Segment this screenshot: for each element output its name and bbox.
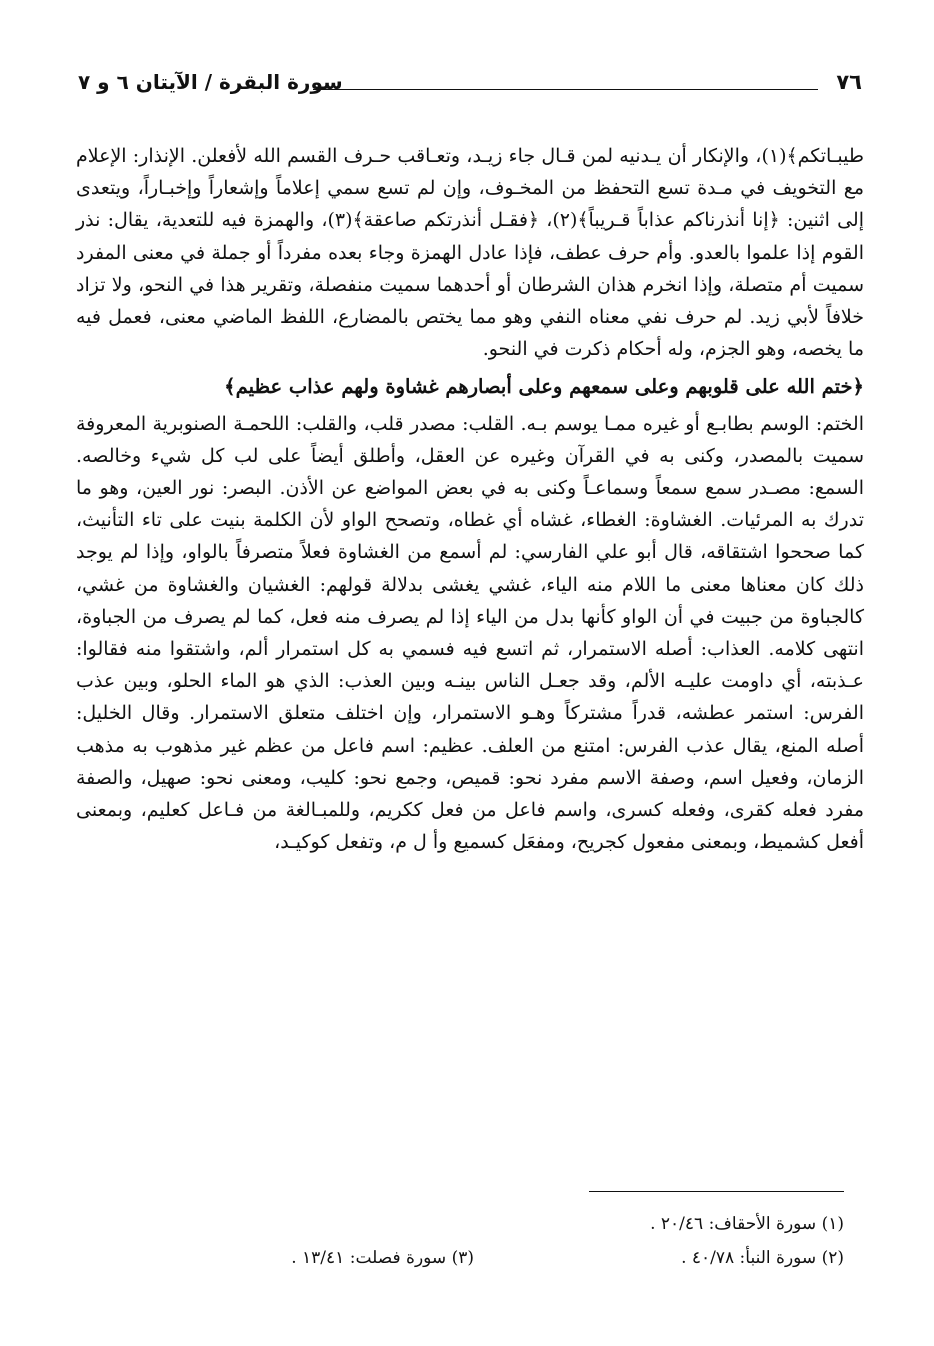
- footnote-1: (١) سورة الأحقاف: ٢٠/٤٦ .: [650, 1214, 844, 1234]
- footnote-rule: [589, 1191, 844, 1192]
- footnote-row: [104, 1207, 844, 1241]
- header-title: سورة البقرة / الآيتان ٦ و ٧: [78, 70, 343, 94]
- main-text: [76, 140, 864, 858]
- footnote-row: [104, 1241, 844, 1275]
- verse-heading: ﴿ختم الله على قلوبهم وعلى سمعهم وعلى أبصارهم غشاوة ولهم عذاب عظيم﴾: [224, 375, 864, 399]
- footnotes: [104, 1207, 844, 1275]
- running-header: [78, 66, 862, 106]
- page-number: ٧٦: [836, 70, 862, 94]
- footnote-3: (٣) سورة فصلت: ١٣/٤١ .: [291, 1248, 474, 1268]
- paragraph-2: الختم: الوسم بطابـع أو غيره ممـا يوسم بـه. القلب: مصدر قلب، والقلب: اللحمـة الصنوبرية المعروفة سميت بالمصدر، وكنى به في القرآن وغيره عن العقل، وأطلق أيضاً على لب كل شيء وخالصه. السمع: مصـدر سمع سمعاً وسماعـاً وكنى به في بعض المواضع عن الأذن. البصر: نور العين، وهو ما تدرك به المرئيات. الغشاوة: الغطاء، غشاه أي غطاه، وتصحح الواو لأن الكلمة بنيت على تاء التأنيث، كما صححوا اشتقاقه، قال أبو علي الفارسي: لم أسمع من الغشاوة فعلاً متصرفاً بالواو، وإذا لم يوجد ذلك كان معناها معنى ما اللام منه الياء، غشي يغشى بدلالة قولهم: الغشيان والغشاوة من غشي، كالجباوة من جبيت في أن الواو كأنها بدل من الياء إذا لم يصرف منه فعل، كما لم يصرف من الجباوة، انتهى كلامه. العذاب: أصله الاستمرار، ثم اتسع فيه فسمي به كل استمرار ألم، واشتقوا منه فقالوا: عـذبته، أي داومت عليـه الألم، وقد جعـل الناس بينـه وبين العذب: الذي هو الماء الحلو، وبين عذب الفرس: استمر عطشه، قدراً مشتركاً وهـو الاستمرار، وإن اختلف متعلق الاستمرار. وقال الخليل: أصله المنع، يقال عذب الفرس: امتنع من العلف. عظيم: اسم فاعل من عظم غير مذهوب به مذهب الزمان، وفعيل اسم، وصفة الاسم مفرد نحو: قميص، وجمع نحو: كليب، ومعنى نحو: صهيل، والصفة مفرد فعله كقرى، وفعله كسرى، واسم فاعل من فعل ككريم، وللمبـالغة من فـاعل كعليم، وبمعنى أفعل كشميط، وبمعنى مفعول كجريح، ومفعَل كسميع وأ ل م، وتفعل كوكيـد،: [76, 412, 864, 854]
- header-rule: [313, 89, 818, 90]
- footnote-2: (٢) سورة النبأ: ٤٠/٧٨ .: [681, 1248, 844, 1268]
- paragraph-1: طيبـاتكم﴾(١)، والإنكار أن يـدنيه لمن قـال جاء زيـد، وتعـاقب حـرف القسم الله لأفعلن. الإنذار: الإعلام مع التخويف في مـدة تسع التحفظ من المخـوف، وإن لم تسع سمي إعلاماً وإشعاراً وإخبـاراً، ويتعدى إلى اثنين: ﴿إنا أنذرناكم عذاباً قـريباً﴾(٢)، ﴿فقـل أنذرتكم صاعقة﴾(٣)، والهمزة فيه للتعدية، يقال: نذر القوم إذا علموا بالعدو. وأم حرف عطف، فإذا عادل الهمزة وجاء بعده مفرداً أو جملة في معنى المفرد سميت أم متصلة، وإذا انخرم هذان الشرطان أو أحدهما سميت منفصلة، وتقرير هذا في النحو، ولا تزاد خلافاً لأبي زيد. لم حرف نفي معناه النفي وهو مما يختص بالمضارع، اللفظ الماضي معنى، فعمل فيه ما يخصه، وهو الجزم، وله أحكام ذكرت في النحو.: [76, 145, 864, 361]
